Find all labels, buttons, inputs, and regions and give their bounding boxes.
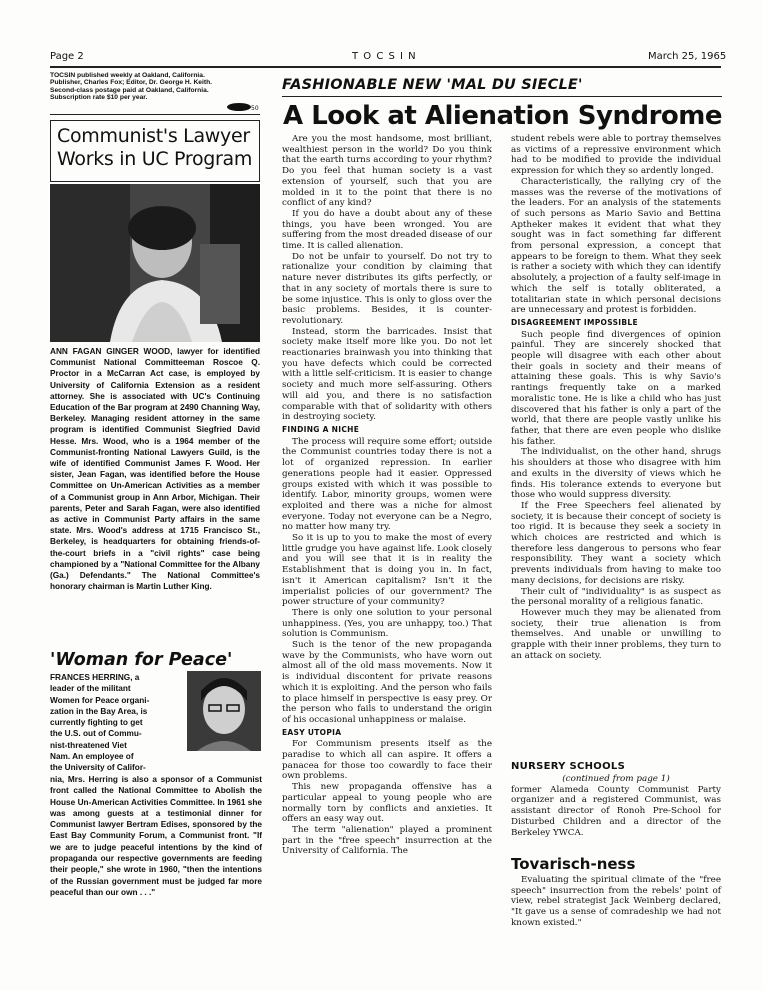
caption-line: zation in the Bay Area, is bbox=[50, 706, 148, 716]
issue-date: March 25, 1965 bbox=[648, 51, 727, 62]
continued-note: (continued from page 1) bbox=[562, 774, 670, 784]
paragraph: So it is up to you to make the most of every little grudge you have against life. Look closely and you will see that it is in reality the Establishment that is doing you in. In fact, isn't it American capitalism? Isn't it the imperialist policies of our government? The power structure of your community? bbox=[282, 533, 492, 608]
paragraph: The individualist, on the other hand, shrugs his shoulders at those who disagree with him and exults in the diversity of views which he finds. His tolerance extends to everyone but those who would suppress diversity. bbox=[511, 447, 721, 501]
woman-for-peace-headline: 'Woman for Peace' bbox=[50, 650, 233, 670]
nursery-schools-story bbox=[511, 774, 721, 838]
paragraph: Evaluating the spiritual climate of the "free speech" insurrection from the rebels' point of view, rebel strategist Jack Weinberg declared, "It gave us a sense of comradeship we had not known existed." bbox=[511, 875, 721, 928]
kicker-rule bbox=[282, 96, 722, 97]
woman-caption-rest: nia, Mrs. Herring is also a sponsor of a Communist front called the National Committee to Abolish the House Un-American Activities Committee. In 1961 she was among guests at a testimonial dinner for Communist lawyer Bertram Edises, sponsored by the East Bay Community Forum, a Communist front. "If we are to judge peaceful intentions by the kind of propaganda our respective governments are feeding their people," she wrote in 1960, "then the intentions of the Russian government must be judged far more peaceful than our own . . ." bbox=[50, 775, 262, 897]
caption-line: the U.S. out of Commu- bbox=[50, 729, 142, 739]
publication-name: T O C S I N bbox=[352, 51, 417, 62]
divider bbox=[50, 114, 260, 115]
caption-line: Women for Peace organi- bbox=[50, 695, 150, 705]
page-number: Page 2 bbox=[50, 51, 84, 62]
caption-line: leader of the militant bbox=[50, 684, 131, 694]
subhead-disagreement-impossible: DISAGREEMENT IMPOSSIBLE bbox=[511, 317, 638, 327]
masthead-rule bbox=[50, 66, 721, 68]
article-headline: A Look at Alienation Syndrome bbox=[283, 101, 722, 131]
article-column-1 bbox=[282, 134, 492, 857]
paragraph: However much they may be alienated from society, their true alienation is from themselves. And unable or unwilling to grapple with their inner problems, they turn to an attack on society. bbox=[511, 607, 721, 661]
paragraph: former Alameda County Communist Party organizer and a registered Communist, was assistant director of Ronoh Pre-School for Disturbed Children and a director of the Berkeley YWCA. bbox=[511, 784, 721, 838]
caption-line: FRANCES HERRING, a bbox=[50, 673, 140, 682]
paragraph: If you do have a doubt about any of these things, you have been wronged. You are suffering from the most dreaded disease of our time. It is called alienation. bbox=[282, 208, 492, 252]
caption-line: currently fighting to get bbox=[50, 718, 143, 728]
publisher-line: Second-class postage paid at Oakland, California. bbox=[50, 86, 209, 94]
article-column-2 bbox=[511, 134, 721, 661]
paragraph: Characteristically, the rallying cry of the masses was the reverse of the motivations of the leaders. For an analysis of the statements of such persons as Mario Savio and Bettina Aptheker makes it evident that what they sought was in fact something far different from personal expression, a concept that appears to be foreign to them. What they seek is rather a society with which they can identify absolutely, a projection of a faulty self-image in which the self is totally obliterated, a totalitarian state in which personal decisions are unnecessary and protest is forbidden. bbox=[511, 176, 721, 316]
caption-line: nist-threatened Viet bbox=[50, 740, 127, 750]
publisher-line: Subscription rate $10 per year. bbox=[50, 94, 148, 102]
subhead-easy-utopia: EASY UTOPIA bbox=[282, 727, 342, 737]
paragraph: This new propaganda offensive has a particular appeal to young people who are normally torn by conflicts and anxieties. It offers an easy way out. bbox=[282, 782, 492, 825]
paragraph: Such people find divergences of opinion painful. They are sincerely shocked that people will disagree with each other about their goals in society and their means of attaining these goals. This is why Savio's rantings frequently take on a marked moralistic tone. He is like a child who has just discovered that his father is only a part of the world, that there are people vastly unlike his father, that there are even people who dislike his father. bbox=[511, 329, 721, 447]
paragraph: There is only one solution to your personal unhappiness. (Yes, you are unhappy, too.) That solution is Communism. bbox=[282, 607, 492, 640]
paragraph: For Communism presents itself as the paradise to which all can aspire. It offers a panacea for those too cowardly to face their own problems. bbox=[282, 739, 492, 782]
tovarisch-story bbox=[511, 875, 721, 929]
woman-caption-top bbox=[50, 672, 182, 774]
paragraph: Their cult of "individuality" is as suspect as the personal morality of a religious fanatic. bbox=[511, 586, 721, 608]
publisher-info bbox=[50, 72, 265, 102]
publisher-line: TOCSIN published weekly at Oakland, California. bbox=[50, 72, 205, 79]
paragraph: Do not be unfair to yourself. Do not try to rationalize your condition by claiming that nature never distributes its gifts perfectly, or that in any society of mortals there is sure to be some injustice. This is only to gloss over the basic problems. Besides, it is counter-revolutionary. bbox=[282, 251, 492, 326]
paragraph: Instead, storm the barricades. Insist that society make itself more like you. Do not let reactionaries brainwash you into thinking that you have defects which could be corrected with a little self-criticism. It is easier to change society and much more self-assuring. Others will aid you, and there is no satisfaction comparable with that of solidarity with others in destroying society. bbox=[282, 326, 492, 423]
publisher-line: Publisher, Charles Fox; Editor, Dr. George H. Keith. bbox=[50, 79, 213, 87]
tovarisch-heading: Tovarisch-ness bbox=[511, 855, 636, 873]
lawyer-photo bbox=[50, 184, 260, 342]
herring-photo bbox=[187, 671, 261, 751]
nursery-schools-heading: NURSERY SCHOOLS bbox=[511, 761, 626, 772]
article-kicker: FASHIONABLE NEW 'MAL DU SIECLE' bbox=[282, 77, 583, 93]
paragraph: Are you the most handsome, most brilliant, wealthiest person in the world? Do you think that the earth turns according to your rhythm? Do you feel that human society is a vast extension of yourself, such that you are molded in it to the point that there is no conflict of any kind? bbox=[282, 134, 492, 209]
lawyer-caption: ANN FAGAN GINGER WOOD, lawyer for identified Communist National Committeeman Roscoe Q. Proctor in a McCarran Act case, is employed by University of California Extension as a resident attorney. She is associated with UC's Continuing Education of the Bar program at 2490 Channing Way, Berkeley. Managing resident attorney in the same program is identified Communist Siegfried David Hesse. Mrs. Wood, who is a 1964 member of the Communist-fronting National Lawyers Guild, is the wife of identified Communist James F. Wood. Her sister, Jean Fagan, was identified before the House Committee on Un-American Activities as a member of a Communist group in Ann Arbor, Michigan. Their parents, Peter and Sarah Fagan, were also identified as active in Communist Party affairs in the same state. Mrs. Wood's address at 1715 Francisco St., Berkeley, is headquarters for obtaining friends-of-the-court briefs in a "civil rights" case being championed by a "National Committee for the Albany (Ga.) Defendants." The National Committee's honorary chairman is Martin Luther King. bbox=[50, 347, 260, 592]
logo-icon bbox=[226, 102, 260, 112]
paragraph: If the Free Speechers feel alienated by society, it is because their concept of society is too rigid. It is because they seek a society in which choices are restricted and which is therefore less dangerous to persons who fear responsibility. They want a society which prevents individuals from having to make too many decisions, for decisions are risky. bbox=[511, 500, 721, 586]
svg-text:50: 50 bbox=[251, 105, 259, 112]
lawyer-headline: Communist's Lawyer Works in UC Program bbox=[57, 125, 253, 170]
caption-line: Nam. An employee of bbox=[50, 752, 134, 762]
lawyer-headline-box bbox=[50, 120, 260, 182]
paragraph: student rebels were able to portray themselves as victims of a repressive environment which had to be modified to provide the individual expression for which they so ardently longed. bbox=[511, 134, 721, 177]
paragraph: Such is the tenor of the new propaganda wave by the Communists, who have worn out almost all of the old mass movements. Now it is individual discontent for private reasons which it is exploiting. And the person who fails to place himself in perspective is easy prey. Or the person who fails to understand the origin of his occasional unhappiness or malaise. bbox=[282, 640, 492, 725]
paragraph: The process will require some effort; outside the Communist countries today there is not a lot of organized repression. In earlier generations people had it easier. Oppressed groups existed with which it was possible to identify. Labor, minority groups, women were exploited and there was a niche for almost everyone. Today not everyone can be a Negro, no matter how many try. bbox=[282, 436, 492, 533]
caption-line: the University of Califor- bbox=[50, 763, 146, 773]
subhead-finding-a-niche: FINDING A NICHE bbox=[282, 424, 360, 434]
paragraph: The term "alienation" played a prominent part in the "free speech" insurrection at the University of California. The bbox=[282, 825, 492, 857]
